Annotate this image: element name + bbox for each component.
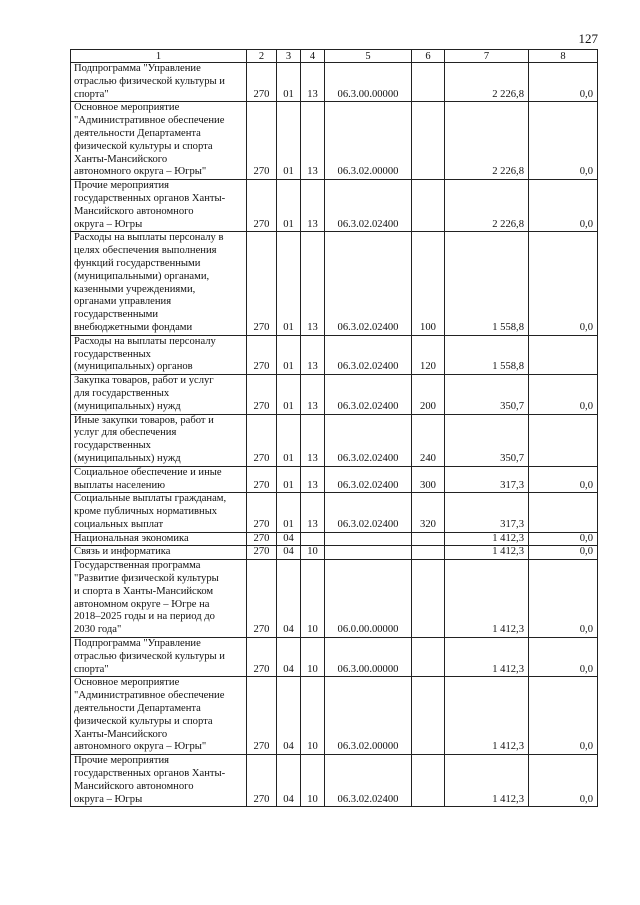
row-amount-extra-cell — [529, 493, 598, 532]
row-target-article-cell: 06.3.02.02400 — [325, 335, 412, 374]
row-subsection-cell: 10 — [301, 638, 325, 677]
header-col-3: 3 — [277, 50, 301, 63]
row-target-article-cell: 06.3.02.02400 — [325, 232, 412, 335]
row-expense-type-cell — [412, 546, 445, 560]
table-row — [71, 638, 598, 677]
row-subsection-cell: 13 — [301, 63, 325, 102]
table-row — [71, 466, 598, 493]
table-row — [71, 677, 598, 755]
row-ved-cell: 270 — [247, 466, 277, 493]
row-name-cell: Основное мероприятие "Административное обеспечение деятельности Департамента физической культуры и спорта Ханты-Мансийского автономного округа – Югры" — [71, 102, 247, 180]
row-name-cell: Подпрограмма "Управление отраслью физической культуры и спорта" — [71, 63, 247, 102]
row-target-article-cell — [325, 546, 412, 560]
row-ved-cell: 270 — [247, 560, 277, 638]
header-col-8: 8 — [529, 50, 598, 63]
row-amount-extra-cell: 0,0 — [529, 63, 598, 102]
row-section-cell: 04 — [277, 638, 301, 677]
row-expense-type-cell: 320 — [412, 493, 445, 532]
row-amount-extra-cell: 0,0 — [529, 466, 598, 493]
row-amount-extra-cell: 0,0 — [529, 677, 598, 755]
row-subsection-cell: 10 — [301, 755, 325, 807]
row-amount-cell: 1 558,8 — [445, 232, 529, 335]
row-target-article-cell: 06.3.00.00000 — [325, 638, 412, 677]
table-row — [71, 335, 598, 374]
row-name-cell: Расходы на выплаты персоналу государственных (муниципальных) органов — [71, 335, 247, 374]
table-row — [71, 63, 598, 102]
row-subsection-cell: 13 — [301, 493, 325, 532]
row-subsection-cell: 13 — [301, 335, 325, 374]
row-section-cell: 04 — [277, 560, 301, 638]
row-amount-extra-cell: 0,0 — [529, 232, 598, 335]
row-amount-cell: 2 226,8 — [445, 180, 529, 232]
row-name-cell: Социальные выплаты гражданам, кроме публичных нормативных социальных выплат — [71, 493, 247, 532]
row-expense-type-cell: 200 — [412, 375, 445, 414]
table-row — [71, 755, 598, 807]
row-ved-cell: 270 — [247, 335, 277, 374]
row-section-cell: 01 — [277, 493, 301, 532]
row-ved-cell: 270 — [247, 232, 277, 335]
row-expense-type-cell — [412, 560, 445, 638]
row-name-cell: Иные закупки товаров, работ и услуг для обеспечения государственных (муниципальных) нужд — [71, 414, 247, 466]
row-amount-cell: 350,7 — [445, 375, 529, 414]
row-amount-cell: 317,3 — [445, 466, 529, 493]
header-col-1: 1 — [71, 50, 247, 63]
table-row — [71, 232, 598, 335]
row-section-cell: 04 — [277, 546, 301, 560]
row-amount-cell: 2 226,8 — [445, 102, 529, 180]
row-ved-cell: 270 — [247, 102, 277, 180]
row-amount-extra-cell — [529, 414, 598, 466]
row-target-article-cell: 06.3.02.02400 — [325, 493, 412, 532]
row-amount-cell: 350,7 — [445, 414, 529, 466]
row-amount-extra-cell: 0,0 — [529, 560, 598, 638]
budget-table — [70, 49, 598, 807]
row-amount-extra-cell — [529, 335, 598, 374]
row-expense-type-cell — [412, 638, 445, 677]
row-subsection-cell: 13 — [301, 414, 325, 466]
row-amount-extra-cell: 0,0 — [529, 546, 598, 560]
row-name-cell: Основное мероприятие "Административное обеспечение деятельности Департамента физической культуры и спорта Ханты-Мансийского автономного округа – Югры" — [71, 677, 247, 755]
row-section-cell: 01 — [277, 466, 301, 493]
row-expense-type-cell — [412, 102, 445, 180]
row-ved-cell: 270 — [247, 375, 277, 414]
row-expense-type-cell — [412, 532, 445, 546]
row-expense-type-cell — [412, 180, 445, 232]
row-amount-cell: 1 412,3 — [445, 532, 529, 546]
row-ved-cell: 270 — [247, 63, 277, 102]
row-ved-cell: 270 — [247, 532, 277, 546]
row-section-cell: 01 — [277, 102, 301, 180]
table-row — [71, 560, 598, 638]
row-name-cell: Прочие мероприятия государственных органов Ханты- Мансийского автономного округа – Югры — [71, 180, 247, 232]
row-name-cell: Расходы на выплаты персоналу в целях обеспечения выполнения функций государственными (муниципальными) органами, казенными учреждениями, органами управления государственными внебюджетными фондами — [71, 232, 247, 335]
row-section-cell: 04 — [277, 755, 301, 807]
row-target-article-cell: 06.3.02.02400 — [325, 180, 412, 232]
row-subsection-cell: 13 — [301, 375, 325, 414]
row-ved-cell: 270 — [247, 677, 277, 755]
row-section-cell: 01 — [277, 375, 301, 414]
row-subsection-cell: 10 — [301, 546, 325, 560]
row-ved-cell: 270 — [247, 493, 277, 532]
table-row — [71, 102, 598, 180]
row-expense-type-cell — [412, 63, 445, 102]
row-amount-cell: 1 412,3 — [445, 638, 529, 677]
row-expense-type-cell — [412, 755, 445, 807]
row-section-cell: 01 — [277, 232, 301, 335]
row-amount-extra-cell: 0,0 — [529, 638, 598, 677]
row-name-cell: Национальная экономика — [71, 532, 247, 546]
row-amount-cell: 1 412,3 — [445, 546, 529, 560]
row-section-cell: 01 — [277, 414, 301, 466]
row-amount-extra-cell: 0,0 — [529, 375, 598, 414]
row-section-cell: 01 — [277, 335, 301, 374]
row-name-cell: Связь и информатика — [71, 546, 247, 560]
row-amount-cell: 317,3 — [445, 493, 529, 532]
table-row — [71, 375, 598, 414]
row-target-article-cell: 06.3.02.00000 — [325, 102, 412, 180]
row-name-cell: Прочие мероприятия государственных органов Ханты- Мансийского автономного округа – Югры — [71, 755, 247, 807]
row-amount-extra-cell: 0,0 — [529, 532, 598, 546]
row-section-cell: 04 — [277, 532, 301, 546]
page-number: 127 — [578, 31, 598, 46]
header-col-6: 6 — [412, 50, 445, 63]
row-target-article-cell: 06.3.02.02400 — [325, 414, 412, 466]
row-expense-type-cell — [412, 677, 445, 755]
table-row — [71, 532, 598, 546]
row-amount-extra-cell: 0,0 — [529, 102, 598, 180]
row-target-article-cell: 06.3.02.00000 — [325, 677, 412, 755]
row-amount-cell: 1 412,3 — [445, 755, 529, 807]
row-amount-cell: 1 412,3 — [445, 560, 529, 638]
table-row — [71, 546, 598, 560]
header-col-7: 7 — [445, 50, 529, 63]
table-header-row — [71, 50, 598, 63]
row-name-cell: Подпрограмма "Управление отраслью физической культуры и спорта" — [71, 638, 247, 677]
row-name-cell: Закупка товаров, работ и услуг для государственных (муниципальных) нужд — [71, 375, 247, 414]
row-subsection-cell: 13 — [301, 232, 325, 335]
row-section-cell: 01 — [277, 180, 301, 232]
row-target-article-cell: 06.3.02.02400 — [325, 755, 412, 807]
row-name-cell: Социальное обеспечение и иные выплаты населению — [71, 466, 247, 493]
row-subsection-cell: 10 — [301, 560, 325, 638]
row-section-cell: 04 — [277, 677, 301, 755]
row-subsection-cell: 13 — [301, 180, 325, 232]
row-target-article-cell: 06.0.00.00000 — [325, 560, 412, 638]
row-expense-type-cell: 300 — [412, 466, 445, 493]
table-row — [71, 180, 598, 232]
row-name-cell: Государственная программа "Развитие физической культуры и спорта в Ханты-Мансийском автономном округе – Югре на 2018–2025 годы и на период до 2030 года" — [71, 560, 247, 638]
row-expense-type-cell: 100 — [412, 232, 445, 335]
row-target-article-cell — [325, 532, 412, 546]
table-row — [71, 414, 598, 466]
row-ved-cell: 270 — [247, 546, 277, 560]
row-target-article-cell: 06.3.00.00000 — [325, 63, 412, 102]
row-subsection-cell: 10 — [301, 677, 325, 755]
row-amount-cell: 2 226,8 — [445, 63, 529, 102]
header-col-4: 4 — [301, 50, 325, 63]
row-target-article-cell: 06.3.02.02400 — [325, 375, 412, 414]
row-amount-cell: 1 558,8 — [445, 335, 529, 374]
row-expense-type-cell: 120 — [412, 335, 445, 374]
row-subsection-cell: 13 — [301, 466, 325, 493]
row-subsection-cell — [301, 532, 325, 546]
row-ved-cell: 270 — [247, 414, 277, 466]
row-amount-cell: 1 412,3 — [445, 677, 529, 755]
row-amount-extra-cell: 0,0 — [529, 180, 598, 232]
header-col-5: 5 — [325, 50, 412, 63]
header-col-2: 2 — [247, 50, 277, 63]
row-subsection-cell: 13 — [301, 102, 325, 180]
row-section-cell: 01 — [277, 63, 301, 102]
row-expense-type-cell: 240 — [412, 414, 445, 466]
row-target-article-cell: 06.3.02.02400 — [325, 466, 412, 493]
row-ved-cell: 270 — [247, 638, 277, 677]
row-amount-extra-cell: 0,0 — [529, 755, 598, 807]
row-ved-cell: 270 — [247, 755, 277, 807]
table-row — [71, 493, 598, 532]
row-ved-cell: 270 — [247, 180, 277, 232]
